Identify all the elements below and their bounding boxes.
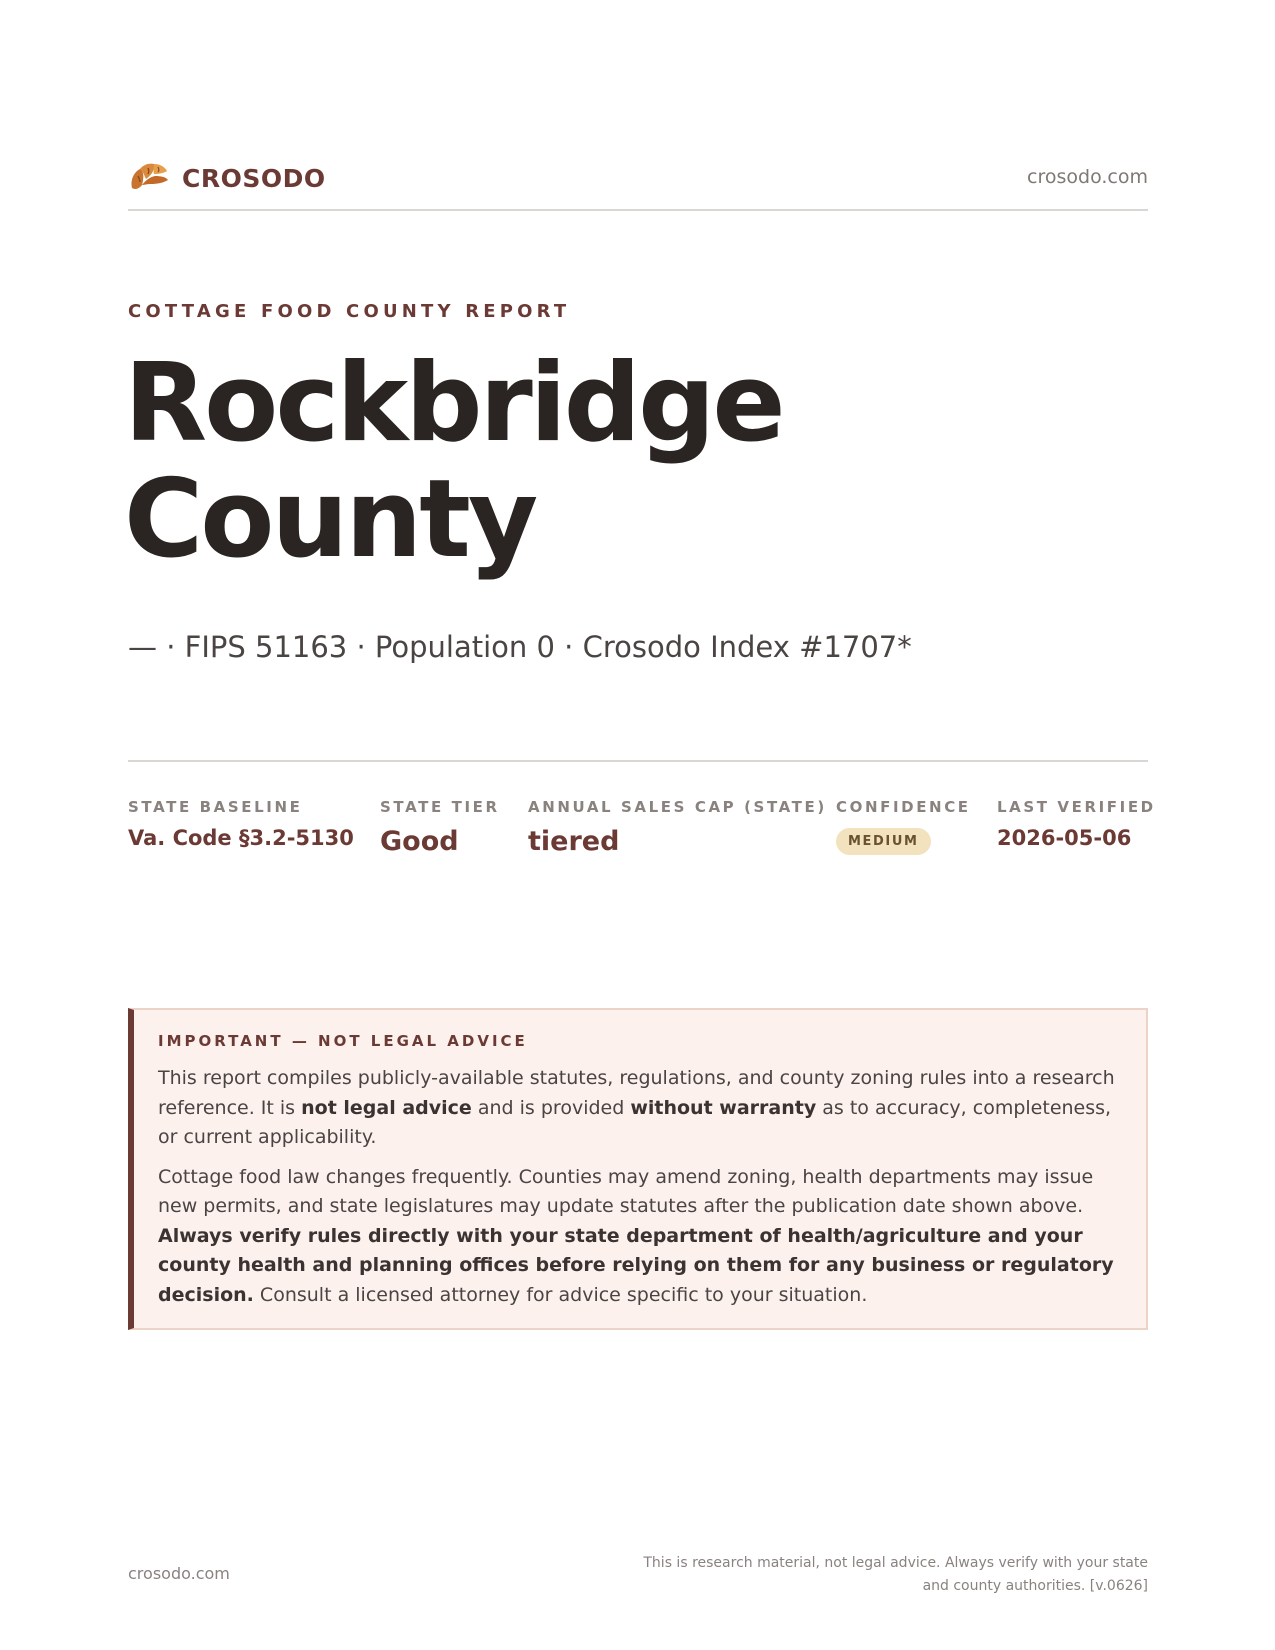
notice-text: and is provided (471, 1096, 631, 1119)
stat-label: STATE BASELINE (128, 798, 303, 816)
title-line-1: Rockbridge (124, 341, 783, 466)
stat-annual-sales-cap (528, 798, 827, 857)
stat-label: LAST VERIFIED (997, 798, 1156, 816)
notice-text: This report compiles publicly-available statutes, regulations, and county zoning rules into a research reference. It is (158, 1067, 1115, 1119)
notice-paragraph-1 (158, 1064, 1124, 1153)
stat-confidence (836, 798, 971, 855)
notice-emphasis: without warranty (630, 1096, 817, 1119)
stat-value: Good (380, 826, 459, 857)
notice-title: IMPORTANT — NOT LEGAL ADVICE (158, 1032, 528, 1050)
notice-text: Cottage food law changes frequently. Counties may amend zoning, health departments may issue new permits, and state legislatures may update statutes after the publication date shown above. (158, 1165, 1094, 1217)
stat-label: STATE TIER (380, 798, 500, 816)
footer-disclaimer (628, 1552, 1148, 1598)
confidence-badge: MEDIUM (836, 828, 931, 855)
notice-emphasis: Always verify rules directly with your state department of health/agriculture and your county health and planning offices before relying on them for any business or regulatory decision. (158, 1224, 1114, 1306)
site-link[interactable]: crosodo.com (1027, 166, 1148, 188)
footer-disclaimer-line-1: This is research material, not legal advice. Always verify with your state (643, 1555, 1148, 1571)
notice-paragraph-2 (158, 1163, 1124, 1311)
stat-label: CONFIDENCE (836, 798, 971, 816)
meta-divider (128, 760, 1148, 762)
report-eyebrow: COTTAGE FOOD COUNTY REPORT (128, 301, 571, 322)
title-line-2: County (124, 457, 536, 582)
footer-disclaimer-line-2: and county authorities. [v.0626] (922, 1578, 1148, 1594)
legal-notice (128, 1008, 1148, 1330)
notice-text: Consult a licensed attorney for advice specific to your situation. (253, 1283, 868, 1306)
report-page (124, 0, 1156, 1650)
notice-emphasis: not legal advice (301, 1096, 472, 1119)
report-subtitle: — · FIPS 51163 · Population 0 · Crosodo Index #1707* (128, 630, 912, 664)
stat-value: Va. Code §3.2-5130 (128, 826, 354, 850)
page-header (128, 158, 1148, 204)
brand[interactable] (128, 158, 326, 198)
brand-name: CROSODO (182, 163, 326, 193)
croissant-icon (128, 158, 170, 198)
stat-value: 2026-05-06 (997, 826, 1132, 850)
page-title (124, 341, 1024, 582)
notice-text: as to accuracy, completeness, or current applicability. (158, 1096, 1112, 1148)
stat-last-verified (997, 798, 1156, 850)
stats-row (128, 798, 1156, 878)
stat-state-tier (380, 798, 500, 857)
stat-state-baseline (128, 798, 354, 850)
stat-value: tiered (528, 826, 620, 857)
footer-site-link[interactable]: crosodo.com (128, 1564, 230, 1583)
header-divider (128, 209, 1148, 211)
stat-label: ANNUAL SALES CAP (STATE) (528, 798, 827, 816)
